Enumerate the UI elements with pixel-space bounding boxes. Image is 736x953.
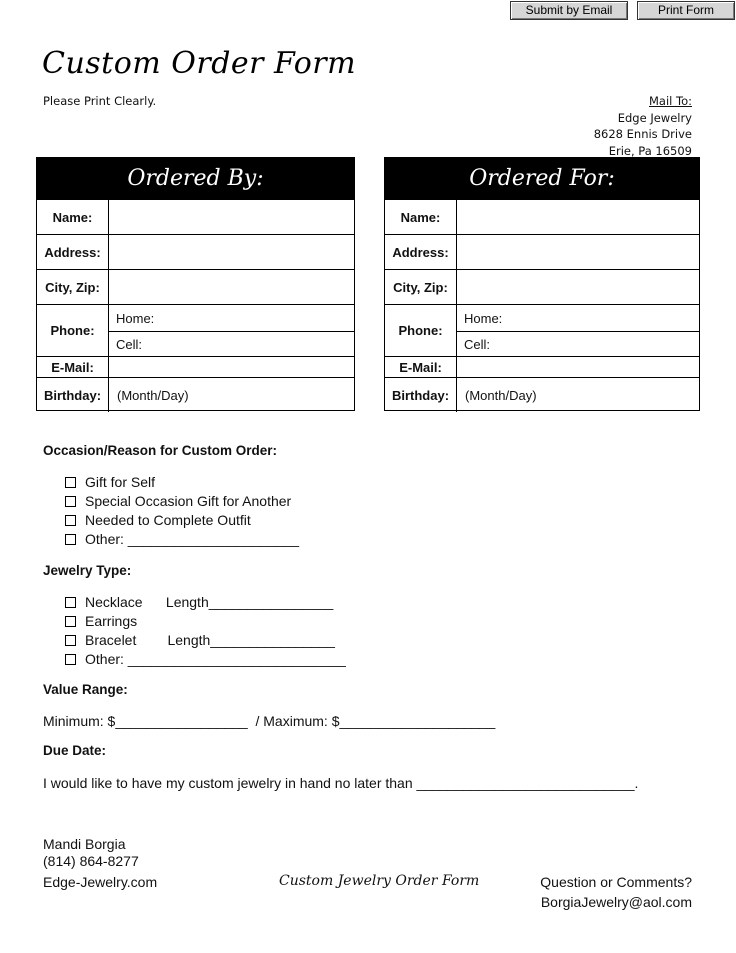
birthday-label: Birthday: bbox=[385, 378, 457, 412]
birthday-hint: (Month/Day) bbox=[117, 387, 189, 403]
jewelry-option[interactable] bbox=[65, 632, 335, 648]
checkbox[interactable] bbox=[65, 515, 76, 526]
email-label: E-Mail: bbox=[37, 357, 109, 377]
mail-to-heading: Mail To: bbox=[649, 94, 692, 108]
ordered-by-birthday-row[interactable] bbox=[37, 377, 354, 412]
phone-label: Phone: bbox=[37, 305, 109, 356]
due-date-heading: Due Date: bbox=[43, 743, 107, 758]
jewelry-type-heading: Jewelry Type: bbox=[43, 563, 132, 578]
ordered-by-cell-phone[interactable] bbox=[109, 331, 354, 357]
ordered-for-name-row[interactable] bbox=[385, 199, 699, 234]
ordered-by-name-row[interactable] bbox=[37, 199, 354, 234]
ordered-for-heading: Ordered For: bbox=[385, 158, 699, 199]
option-label: Gift for Self bbox=[85, 474, 156, 490]
checkbox[interactable] bbox=[65, 654, 76, 665]
contact-phone: (814) 864-8277 bbox=[43, 853, 139, 869]
checkbox[interactable] bbox=[65, 635, 76, 646]
option-label: Necklace Length________________ bbox=[85, 594, 334, 610]
city-zip-label: City, Zip: bbox=[385, 270, 457, 304]
ordered-by-home-phone[interactable] bbox=[109, 305, 354, 331]
value-range-fields[interactable]: Minimum: $_________________ / Maximum: $____________________ bbox=[43, 713, 496, 729]
jewelry-option[interactable] bbox=[65, 613, 137, 629]
footer-script-title: Custom Jewelry Order Form bbox=[279, 873, 480, 889]
due-date-field[interactable]: I would like to have my custom jewelry in hand no later than ____________________________. bbox=[43, 775, 639, 791]
checkbox[interactable] bbox=[65, 534, 76, 545]
option-label: Special Occasion Gift for Another bbox=[85, 493, 292, 509]
checkbox[interactable] bbox=[65, 597, 76, 608]
checkbox[interactable] bbox=[65, 477, 76, 488]
ordered-for-address-row[interactable] bbox=[385, 234, 699, 269]
mail-to-street: 8628 Ennis Drive bbox=[593, 127, 692, 141]
jewelry-option[interactable] bbox=[65, 594, 333, 610]
occasion-option[interactable] bbox=[65, 512, 251, 528]
value-range-heading: Value Range: bbox=[43, 682, 128, 697]
ordered-for-phone-row bbox=[385, 304, 699, 356]
occasion-option[interactable] bbox=[65, 531, 299, 547]
ordered-by-heading: Ordered By: bbox=[37, 158, 354, 199]
page-title: Custom Order Form bbox=[42, 46, 357, 81]
ordered-for-email-row[interactable] bbox=[385, 356, 699, 377]
option-label: Other: ____________________________ bbox=[85, 651, 346, 667]
mail-to-city: Erie, Pa 16509 bbox=[608, 143, 692, 158]
mail-to-address bbox=[594, 93, 692, 159]
questions-label: Question or Comments? bbox=[540, 874, 692, 890]
ordered-for-city-row[interactable] bbox=[385, 269, 699, 304]
occasion-option[interactable] bbox=[65, 474, 155, 490]
cell-label: Cell: bbox=[464, 337, 491, 352]
ordered-by-address-row[interactable] bbox=[37, 234, 354, 269]
name-label: Name: bbox=[385, 200, 457, 234]
birthday-label: Birthday: bbox=[37, 378, 109, 412]
cell-label: Cell: bbox=[116, 337, 143, 352]
ordered-by-phone-row bbox=[37, 304, 354, 356]
occasion-option[interactable] bbox=[65, 493, 291, 509]
ordered-by-email-row[interactable] bbox=[37, 356, 354, 377]
city-zip-label: City, Zip: bbox=[37, 270, 109, 304]
address-label: Address: bbox=[385, 235, 457, 269]
submit-by-email-button[interactable]: Submit by Email bbox=[510, 1, 628, 20]
name-label: Name: bbox=[37, 200, 109, 234]
ordered-by-city-row[interactable] bbox=[37, 269, 354, 304]
jewelry-option[interactable] bbox=[65, 651, 346, 667]
address-label: Address: bbox=[37, 235, 109, 269]
option-label: Needed to Complete Outfit bbox=[85, 512, 251, 528]
page-subtitle: Please Print Clearly. bbox=[43, 94, 157, 108]
option-label: Earrings bbox=[85, 613, 138, 629]
contact-email-link[interactable]: BorgiaJewelry@aol.com bbox=[540, 894, 692, 910]
checkbox[interactable] bbox=[65, 616, 76, 627]
birthday-hint: (Month/Day) bbox=[465, 387, 537, 403]
mail-to-name: Edge Jewelry bbox=[617, 110, 692, 125]
phone-label: Phone: bbox=[385, 305, 457, 356]
occasion-heading: Occasion/Reason for Custom Order: bbox=[43, 443, 278, 458]
home-label: Home: bbox=[116, 310, 155, 326]
contact-name: Mandi Borgia bbox=[43, 836, 126, 852]
checkbox[interactable] bbox=[65, 496, 76, 507]
ordered-for-cell-phone[interactable] bbox=[457, 331, 699, 357]
option-label: Bracelet Length________________ bbox=[85, 632, 335, 648]
home-label: Home: bbox=[464, 310, 503, 326]
option-label: Other: ______________________ bbox=[85, 531, 300, 547]
print-form-button[interactable]: Print Form bbox=[637, 1, 735, 20]
ordered-for-home-phone[interactable] bbox=[457, 305, 699, 331]
ordered-for-box bbox=[384, 157, 700, 411]
ordered-by-box bbox=[36, 157, 355, 411]
ordered-for-birthday-row[interactable] bbox=[385, 377, 699, 412]
email-label: E-Mail: bbox=[385, 357, 457, 377]
website-link[interactable]: Edge-Jewelry.com bbox=[43, 874, 158, 890]
